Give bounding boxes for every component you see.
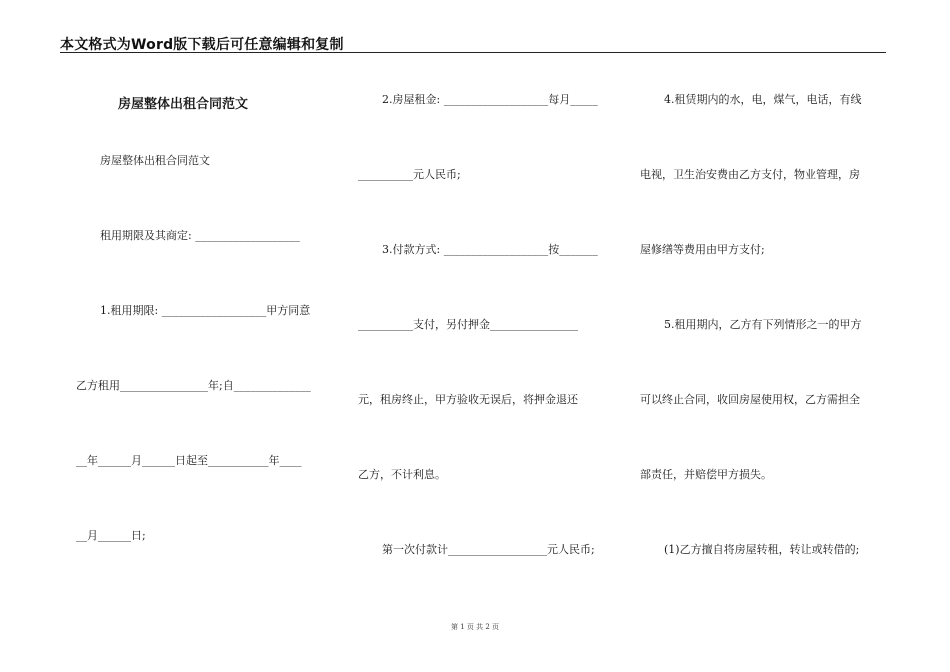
paragraph-line: 乙方租用________________年;自______________ <box>76 379 311 392</box>
paragraph-line: 5.租用期内，乙方有下列情形之一的甲方 <box>664 318 862 331</box>
paragraph-line: 4.租赁期内的水，电，煤气，电话，有线 <box>664 93 862 106</box>
paragraph-line: 1.租用期限: ___________________甲方同意 <box>100 304 311 317</box>
paragraph-line: 元，租房终止，甲方验收无误后，将押金退还 <box>358 393 578 406</box>
paragraph-line: 乙方，不计利息。 <box>358 468 446 481</box>
paragraph-line: 第一次付款计__________________元人民币; <box>382 543 595 556</box>
paragraph-line: 房屋整体出租合同范文 <box>100 154 210 167</box>
document-title: 房屋整体出租合同范文 <box>118 97 249 112</box>
paragraph-line: (1)乙方擅自将房屋转租，转让或转借的; <box>664 543 860 556</box>
paragraph-line: __年______月______日起至___________年____ <box>76 454 302 467</box>
paragraph-line: 电视，卫生治安费由乙方支付，物业管理，房 <box>640 168 860 181</box>
middle-column <box>358 0 606 672</box>
right-column <box>640 0 886 672</box>
paragraph-line: 3.付款方式: ___________________按_______ <box>382 243 598 256</box>
paragraph-line: 屋修缮等费用由甲方支付; <box>640 243 765 256</box>
left-column <box>76 0 324 672</box>
paragraph-line: 租用期限及其商定: ___________________ <box>100 229 300 242</box>
paragraph-line: 2.房屋租金: ___________________每月_____ <box>382 93 598 106</box>
paragraph-line: 可以终止合同，收回房屋使用权，乙方需担全 <box>640 393 860 406</box>
paragraph-line: __________支付，另付押金________________ <box>358 318 578 331</box>
paragraph-line: 部责任，并赔偿甲方损失。 <box>640 468 772 481</box>
paragraph-line: __________元人民币; <box>358 168 461 181</box>
page-number: 第 1 页 共 2 页 <box>450 623 500 631</box>
header-title: 本文格式为Word版下载后可任意编辑和复制 <box>60 37 344 53</box>
paragraph-line: __月______日; <box>76 529 146 542</box>
